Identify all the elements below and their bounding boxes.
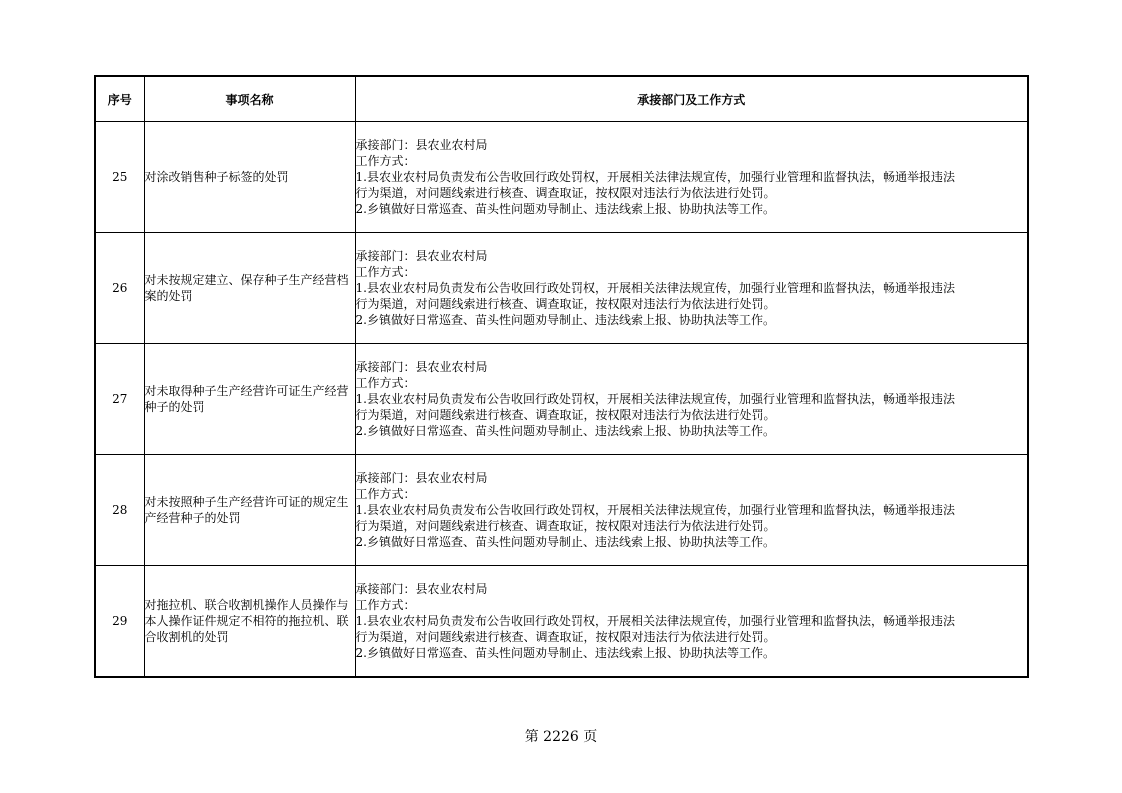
- method-line-3: 2.乡镇做好日常巡查、苗头性问题劝导制止、违法线索上报、协助执法等工作。: [355, 424, 775, 438]
- method-line-2: 行为渠道，对问题线索进行核查、调查取证，按权限对违法行为依法进行处罚。: [355, 519, 776, 533]
- method-line-1: 1.县农业农村局负责发布公告收回行政处罚权，开展相关法律法规宣传，加强行业管理和监督执法，畅通举报违法: [355, 170, 955, 184]
- mode-label: 工作方式：: [355, 597, 416, 612]
- row-number: 29: [95, 566, 144, 677]
- table-row: [95, 344, 1028, 455]
- method-line-1: 1.县农业农村局负责发布公告收回行政处罚权，开展相关法律法规宣传，加强行业管理和监督执法，畅通举报违法: [355, 392, 955, 406]
- method-line-2: 行为渠道，对问题线索进行核查、调查取证，按权限对违法行为依法进行处罚。: [355, 186, 776, 200]
- header-seq: 序号: [95, 76, 144, 122]
- method-line-3: 2.乡镇做好日常巡查、苗头性问题劝导制止、违法线索上报、协助执法等工作。: [355, 313, 775, 327]
- row-number: 27: [95, 344, 144, 455]
- method-line-2: 行为渠道，对问题线索进行核查、调查取证，按权限对违法行为依法进行处罚。: [355, 297, 776, 311]
- dept-line: 承接部门：县农业农村局: [355, 471, 488, 485]
- dept-method-cell: [355, 344, 1028, 455]
- dept-method-cell: [355, 233, 1028, 344]
- dept-line: 承接部门：县农业农村局: [355, 360, 488, 374]
- page-number: 第 2226 页: [524, 729, 598, 745]
- mode-label: 工作方式：: [355, 487, 416, 501]
- method-line-3: 2.乡镇做好日常巡查、苗头性问题劝导制止、违法线索上报、协助执法等工作。: [355, 202, 775, 216]
- row-number: 28: [95, 455, 144, 566]
- item-name: 对拖拉机、联合收割机操作人员操作与本人操作证件规定不相符的拖拉机、联合收割机的处罚: [144, 566, 355, 677]
- dept-line: 承接部门：县农业农村局: [355, 249, 488, 263]
- dept-method-cell: [355, 122, 1028, 233]
- header-row: [95, 76, 1028, 122]
- method-line-1: 1.县农业农村局负责发布公告收回行政处罚权，开展相关法律法规宣传，加强行业管理和监督执法，畅通举报违法: [355, 503, 955, 517]
- mode-label: 工作方式：: [355, 376, 416, 390]
- dept-method-cell: [355, 455, 1028, 566]
- item-name: 对未按照种子生产经营许可证的规定生产经营种子的处罚: [144, 455, 355, 566]
- table-row: [95, 233, 1028, 344]
- row-number: 25: [95, 122, 144, 233]
- table-row: [95, 566, 1028, 677]
- mode-label: 工作方式：: [355, 154, 416, 168]
- item-table: [94, 75, 1029, 678]
- method-line-3: 2.乡镇做好日常巡查、苗头性问题劝导制止、违法线索上报、协助执法等工作。: [355, 645, 775, 660]
- dept-line: 承接部门：县农业农村局: [355, 138, 488, 152]
- table-row: [95, 455, 1028, 566]
- header-item-name: 事项名称: [144, 76, 355, 122]
- header-dept-method: 承接部门及工作方式: [355, 76, 1028, 122]
- table-row: [95, 122, 1028, 233]
- item-name: 对未按规定建立、保存种子生产经营档案的处罚: [144, 233, 355, 344]
- method-line-2: 行为渠道，对问题线索进行核查、调查取证，按权限对违法行为依法进行处罚。: [355, 629, 776, 644]
- item-name: 对未取得种子生产经营许可证生产经营种子的处罚: [144, 344, 355, 455]
- method-line-2: 行为渠道，对问题线索进行核查、调查取证，按权限对违法行为依法进行处罚。: [355, 408, 776, 422]
- method-line-1: 1.县农业农村局负责发布公告收回行政处罚权，开展相关法律法规宣传，加强行业管理和监督执法，畅通举报违法: [355, 281, 955, 295]
- dept-line: 承接部门：县农业农村局: [355, 581, 488, 596]
- row-number: 26: [95, 233, 144, 344]
- item-name: 对涂改销售种子标签的处罚: [144, 122, 355, 233]
- mode-label: 工作方式：: [355, 265, 416, 279]
- method-line-3: 2.乡镇做好日常巡查、苗头性问题劝导制止、违法线索上报、协助执法等工作。: [355, 535, 775, 549]
- method-line-1: 1.县农业农村局负责发布公告收回行政处罚权，开展相关法律法规宣传，加强行业管理和监督执法，畅通举报违法: [355, 613, 955, 628]
- dept-method-cell: [355, 566, 1028, 677]
